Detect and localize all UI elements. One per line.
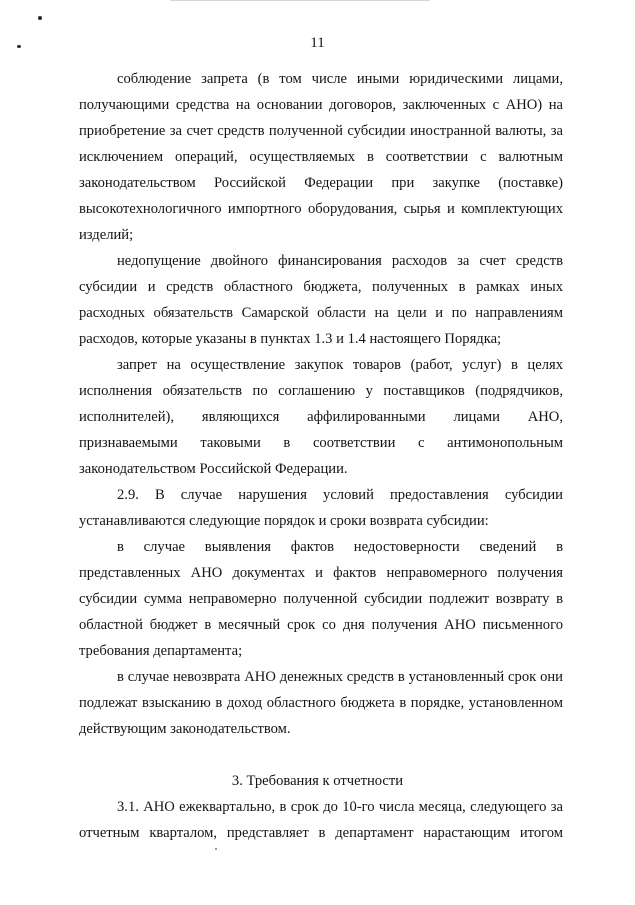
scan-speck bbox=[38, 16, 42, 20]
scan-edge-line bbox=[170, 0, 430, 1]
paragraph-2-9: 2.9. В случае нарушения условий предоставления субсидии устанавливаются следующие порядок и сроки возврата субсидии: bbox=[79, 487, 563, 529]
page-number: 11 bbox=[310, 35, 325, 51]
scan-speck bbox=[215, 848, 217, 850]
paragraph-procurement-ban: запрет на осуществление закупок товаров (работ, услуг) в целях исполнения обязательств по соглашению у поставщиков (подрядчиков, исполнителей), являющихся аффилированными лицами АНО, признаваемыми таковыми в соответствии с антимонопольным законодательством Российской Федерации. bbox=[79, 357, 563, 477]
paragraph-double-financing: недопущение двойного финансирования расходов за счет средств субсидии и средств областного бюджета, полученных в рамках иных расходных обязательств Самарской области на цели и по направлениям расходов, которые указаны в пунктах 1.3 и 1.4 настоящего Порядка; bbox=[79, 253, 563, 347]
body-text bbox=[79, 66, 563, 742]
section-heading: 3. Требования к отчетности bbox=[231, 773, 404, 789]
paragraph-3-1: 3.1. АНО ежеквартально, в срок до 10-го числа месяца, следующего за отчетным кварталом, представляет в департамент нарастающим итогом bbox=[79, 799, 563, 841]
paragraph-unlawful-receipt: в случае выявления фактов недостоверности сведений в представленных АНО документах и фактов неправомерного получения субсидии сумма неправомерно полученной субсидии подлежит возврату в областной бюджет в месячный срок со дня получения АНО письменного требования департамента; bbox=[79, 539, 563, 659]
section-text bbox=[79, 794, 563, 846]
paragraph-non-return: в случае невозврата АНО денежных средств в установленный срок они подлежат взысканию в доход областного бюджета в порядке, установленном действующим законодательством. bbox=[79, 669, 563, 737]
paragraph-currency-ban: соблюдение запрета (в том числе иными юридическими лицами, получающими средства на основании договоров, заключенных с АНО) на приобретение за счет средств полученной субсидии иностранной валюты, за исключением операций, осуществляемых в соответствии с валютным законодательством Российской Федерации при закупке (поставке) высокотехнологичного импортного оборудования, сырья и комплектующих изделий; bbox=[79, 71, 563, 243]
